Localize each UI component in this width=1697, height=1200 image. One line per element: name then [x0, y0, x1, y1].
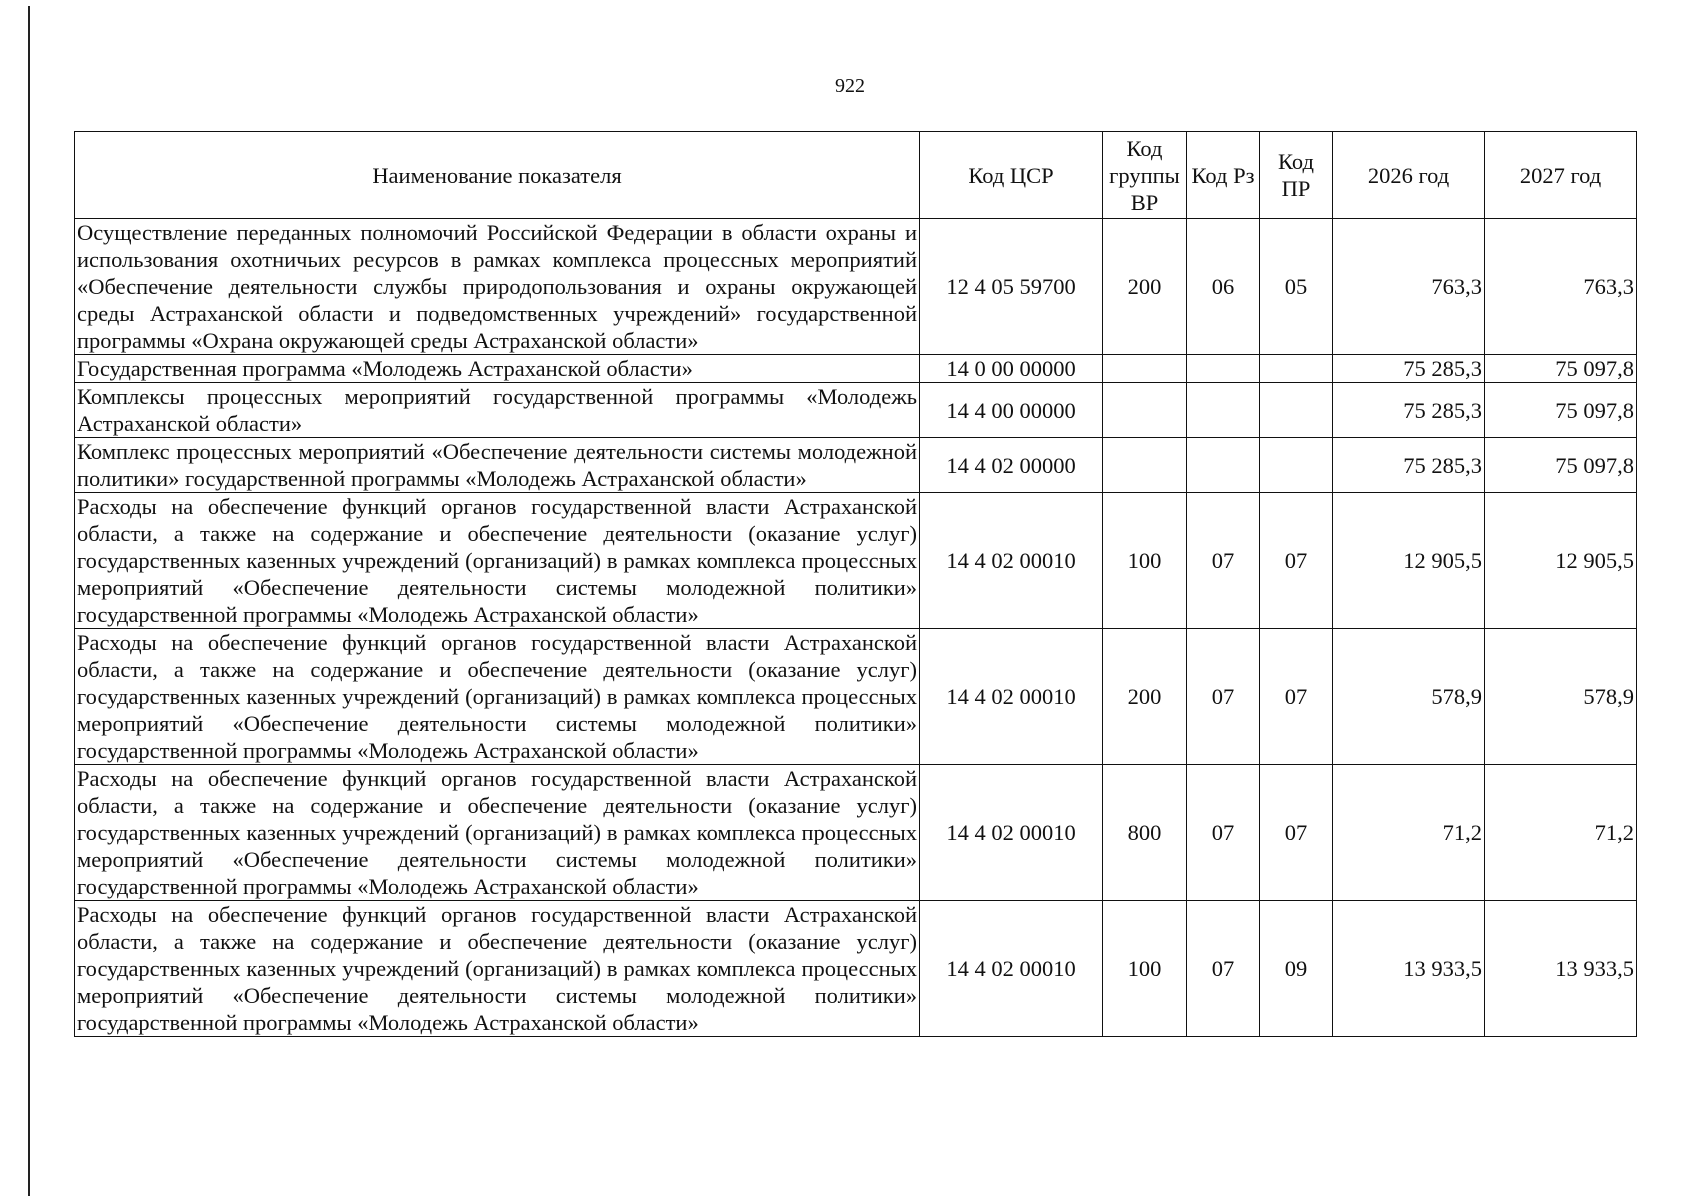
row-rz: 07 — [1187, 901, 1260, 1037]
row-pr — [1260, 355, 1333, 383]
row-2026: 71,2 — [1333, 765, 1485, 901]
row-rz: 07 — [1187, 629, 1260, 765]
row-pr: 07 — [1260, 493, 1333, 629]
table-row — [75, 493, 1637, 629]
row-csr: 14 4 02 00010 — [920, 901, 1103, 1037]
row-pr: 07 — [1260, 765, 1333, 901]
row-name: Комплексы процессных мероприятий государственной программы «Молодежь Астраханской области» — [75, 383, 920, 438]
row-2027: 578,9 — [1485, 629, 1637, 765]
row-2027: 763,3 — [1485, 219, 1637, 355]
row-vr: 100 — [1103, 493, 1187, 629]
row-2027: 75 097,8 — [1485, 438, 1637, 493]
row-rz: 07 — [1187, 765, 1260, 901]
header-vr: Код группы ВР — [1103, 132, 1187, 219]
header-csr: Код ЦСР — [920, 132, 1103, 219]
row-pr: 07 — [1260, 629, 1333, 765]
header-name: Наименование показателя — [75, 132, 920, 219]
row-2026: 763,3 — [1333, 219, 1485, 355]
row-2027: 71,2 — [1485, 765, 1637, 901]
row-pr: 09 — [1260, 901, 1333, 1037]
budget-table — [74, 131, 1637, 1037]
header-2026: 2026 год — [1333, 132, 1485, 219]
table-row — [75, 438, 1637, 493]
row-pr: 05 — [1260, 219, 1333, 355]
row-name: Осуществление переданных полномочий Российской Федерации в области охраны и использования охотничьих ресурсов в рамках комплекса процессных мероприятий «Обеспечение деятельности службы природопользования и охраны окружающей среды Астраханской области и подведомственных учреждений» государственной программы «Охрана окружающей среды Астраханской области» — [75, 219, 920, 355]
table-row — [75, 219, 1637, 355]
page-number: 922 — [835, 75, 865, 97]
row-rz — [1187, 355, 1260, 383]
row-vr — [1103, 355, 1187, 383]
row-vr: 200 — [1103, 629, 1187, 765]
row-vr — [1103, 383, 1187, 438]
scan-margin-line — [28, 6, 30, 1196]
row-vr: 800 — [1103, 765, 1187, 901]
row-2026: 13 933,5 — [1333, 901, 1485, 1037]
table-row — [75, 383, 1637, 438]
row-csr: 14 4 02 00010 — [920, 629, 1103, 765]
row-pr — [1260, 438, 1333, 493]
row-2027: 12 905,5 — [1485, 493, 1637, 629]
row-name: Расходы на обеспечение функций органов государственной власти Астраханской области, а также на содержание и обеспечение деятельности (оказание услуг) государственных казенных учреждений (организаций) в рамках комплекса процессных мероприятий «Обеспечение деятельности системы молодежной политики» государственной программы «Молодежь Астраханской области» — [75, 493, 920, 629]
row-rz — [1187, 438, 1260, 493]
header-rz: Код Рз — [1187, 132, 1260, 219]
table-row — [75, 901, 1637, 1037]
row-rz — [1187, 383, 1260, 438]
row-csr: 14 0 00 00000 — [920, 355, 1103, 383]
row-name: Расходы на обеспечение функций органов государственной власти Астраханской области, а также на содержание и обеспечение деятельности (оказание услуг) государственных казенных учреждений (организаций) в рамках комплекса процессных мероприятий «Обеспечение деятельности системы молодежной политики» государственной программы «Молодежь Астраханской области» — [75, 901, 920, 1037]
row-csr: 12 4 05 59700 — [920, 219, 1103, 355]
row-2026: 12 905,5 — [1333, 493, 1485, 629]
row-2027: 13 933,5 — [1485, 901, 1637, 1037]
row-rz: 06 — [1187, 219, 1260, 355]
row-2027: 75 097,8 — [1485, 355, 1637, 383]
row-name: Государственная программа «Молодежь Астраханской области» — [75, 355, 920, 383]
table-row — [75, 629, 1637, 765]
header-pr: Код ПР — [1260, 132, 1333, 219]
table-row — [75, 355, 1637, 383]
row-name: Расходы на обеспечение функций органов государственной власти Астраханской области, а также на содержание и обеспечение деятельности (оказание услуг) государственных казенных учреждений (организаций) в рамках комплекса процессных мероприятий «Обеспечение деятельности системы молодежной политики» государственной программы «Молодежь Астраханской области» — [75, 629, 920, 765]
row-2027: 75 097,8 — [1485, 383, 1637, 438]
row-pr — [1260, 383, 1333, 438]
row-csr: 14 4 02 00010 — [920, 493, 1103, 629]
header-2027: 2027 год — [1485, 132, 1637, 219]
row-vr — [1103, 438, 1187, 493]
row-rz: 07 — [1187, 493, 1260, 629]
row-vr: 100 — [1103, 901, 1187, 1037]
row-2026: 75 285,3 — [1333, 438, 1485, 493]
row-csr: 14 4 02 00010 — [920, 765, 1103, 901]
row-name: Комплекс процессных мероприятий «Обеспечение деятельности системы молодежной политики» государственной программы «Молодежь Астраханской области» — [75, 438, 920, 493]
row-name: Расходы на обеспечение функций органов государственной власти Астраханской области, а также на содержание и обеспечение деятельности (оказание услуг) государственных казенных учреждений (организаций) в рамках комплекса процессных мероприятий «Обеспечение деятельности системы молодежной политики» государственной программы «Молодежь Астраханской области» — [75, 765, 920, 901]
table-row — [75, 765, 1637, 901]
row-2026: 578,9 — [1333, 629, 1485, 765]
row-csr: 14 4 00 00000 — [920, 383, 1103, 438]
row-vr: 200 — [1103, 219, 1187, 355]
row-csr: 14 4 02 00000 — [920, 438, 1103, 493]
row-2026: 75 285,3 — [1333, 383, 1485, 438]
table-header-row — [75, 132, 1637, 219]
row-2026: 75 285,3 — [1333, 355, 1485, 383]
